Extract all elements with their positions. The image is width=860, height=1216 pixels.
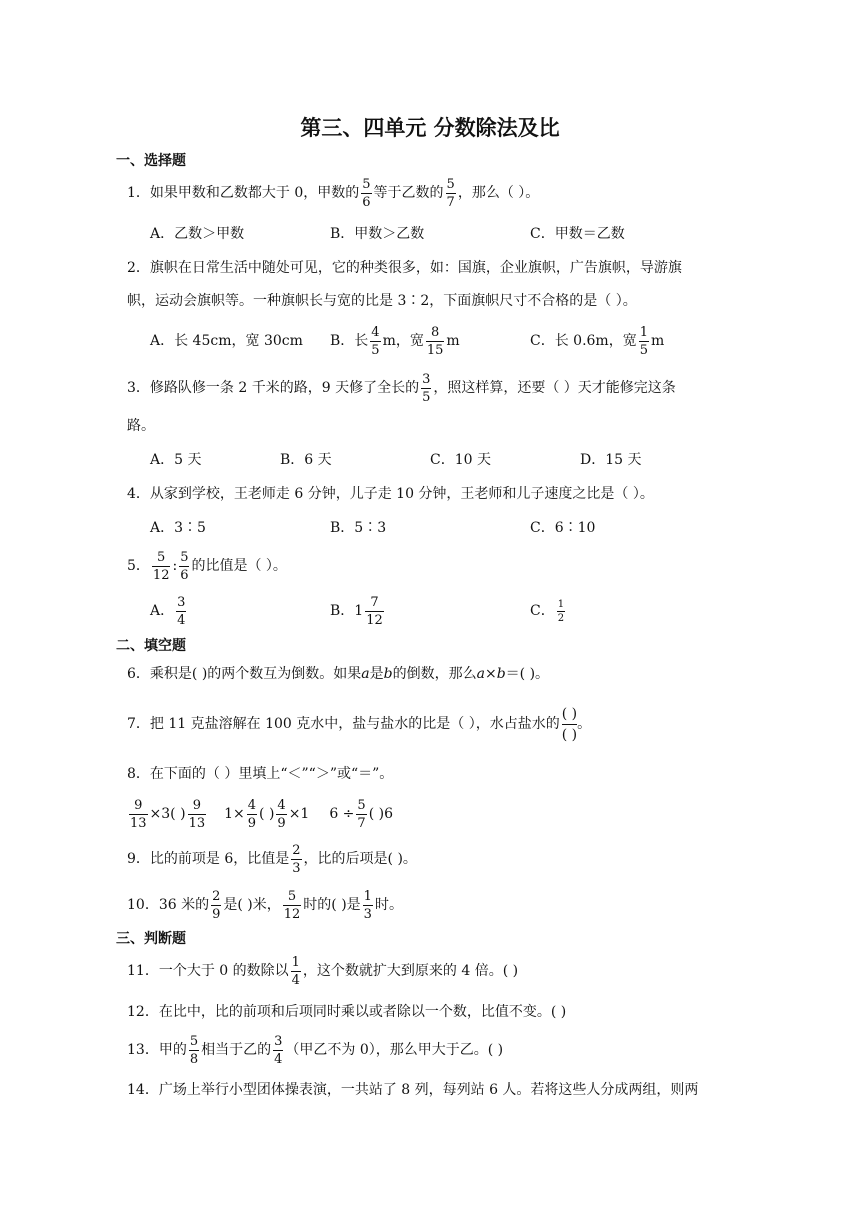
question-12: 12．在比中，比的前项和后项同时乘以或者除以一个数，比值不变。( ) <box>127 1004 567 1020</box>
fraction: $\frac{1}{5}$ <box>639 324 648 358</box>
fraction: $\frac{2}{9}$ <box>212 888 221 922</box>
question-5: 5． $\frac{5}{12}$ : $\frac{5}{6}$ 的比值是（ ）。 <box>127 549 287 583</box>
question-14: 14．广场上举行小型团体操表演，一共站了 8 列，每列站 6 人。若将这些人分成两组，则两 <box>127 1082 699 1098</box>
fraction: $\frac{5}{7}$ <box>446 176 455 210</box>
fraction: $\frac{9}{13}$ <box>130 797 147 831</box>
fraction: $\frac{1}{3}$ <box>363 888 372 922</box>
question-10: 10．36 米的 $\frac{2}{9}$ 是( )米， $\frac{5}{12}$ 时的( )是 $\frac{1}{3}$ 时。 <box>127 888 403 922</box>
fraction: $\frac{5}{6}$ <box>362 176 371 210</box>
question-2-line-1: 2．旗帜在日常生活中随处可见，它的种类很多，如：国旗，企业旗帜，广告旗帜，导游旗 <box>127 260 682 276</box>
question-1-text-a: 1．如果甲数和乙数都大于 0，甲数的 <box>127 185 360 201</box>
fraction-answer-blank[interactable]: $\frac{( )}{( )}$ <box>561 705 578 743</box>
q4-option-c: C．6∶10 <box>530 520 596 536</box>
q1-option-b: B．甲数＞乙数 <box>330 226 425 242</box>
fraction: $\frac{8}{15}$ <box>426 324 444 358</box>
q4-option-b: B．5∶3 <box>330 520 387 536</box>
question-6: 6．乘积是( )的两个数互为倒数。如果a是b的倒数，那么a×b＝( )。 <box>127 666 550 682</box>
section-heading-judge: 三、判断题 <box>116 931 186 947</box>
q2-option-a: A．长 45cm，宽 30cm <box>150 333 303 349</box>
question-3: 3．修路队修一条 2 千米的路，9 天修了全长的 $\frac{3}{5}$ ，照这样算，还要（ ）天才能修完这条 <box>127 371 676 405</box>
fraction: $\frac{5}{6}$ <box>180 549 189 583</box>
q8-expressions: $\frac{9}{13}$ ×3( ) $\frac{9}{13}$ 1× $\frac{4}{9}$ ( ) $\frac{4}{9}$ ×1 6 ÷ $\frac{5}{7}$ ( )6 <box>130 797 393 831</box>
fraction: $\frac{4}{9}$ <box>247 797 257 831</box>
question-8: 8．在下面的（ ）里填上“＜”“＞”或“＝”。 <box>127 766 394 782</box>
q3-option-b: B．6 天 <box>280 452 332 468</box>
fraction: $\frac{5}{7}$ <box>357 797 366 831</box>
q5-option-c: C． $\frac{1}{2}$ <box>530 598 565 624</box>
question-11: 11．一个大于 0 的数除以 $\frac{1}{4}$ ，这个数就扩大到原来的 4 倍。( ) <box>127 954 519 988</box>
q3-option-a: A．5 天 <box>150 452 202 468</box>
fraction: $\frac{4}{5}$ <box>371 324 380 358</box>
fraction: $\frac{3}{5}$ <box>422 371 431 405</box>
question-3-line-2: 路。 <box>127 418 155 434</box>
question-7: 7．把 11 克盐溶解在 100 克水中，盐与盐水的比是（ ），水占盐水的 $\frac{( )}{( )}$ 。 <box>127 705 592 743</box>
fraction: $\frac{3}{4}$ <box>177 594 186 628</box>
fraction: $\frac{5}{12}$ <box>152 549 170 583</box>
q2-option-c: C．长 0.6m，宽 $\frac{1}{5}$ m <box>530 324 665 358</box>
section-heading-choice: 一、选择题 <box>116 153 186 169</box>
fraction: $\frac{2}{3}$ <box>292 842 301 876</box>
page-title: 第三、四单元 分数除法及比 <box>300 116 560 140</box>
question-9: 9．比的前项是 6，比值是 $\frac{2}{3}$ ，比的后项是( )。 <box>127 842 417 876</box>
fraction: $\frac{4}{9}$ <box>277 797 286 831</box>
fraction: $\frac{3}{4}$ <box>274 1033 283 1067</box>
question-13: 13．甲的 $\frac{5}{8}$ 相当于乙的 $\frac{3}{4}$ （甲乙不为 0），那么甲大于乙。( ) <box>127 1033 504 1067</box>
fraction: $\frac{5}{12}$ <box>283 888 301 922</box>
fraction: $\frac{1}{2}$ <box>557 598 565 624</box>
question-1-text-b: 等于乙数的 <box>373 185 444 201</box>
q1-option-a: A．乙数＞甲数 <box>150 226 245 242</box>
fraction: $\frac{1}{4}$ <box>291 954 300 988</box>
fraction: $\frac{7}{12}$ <box>366 594 383 628</box>
fraction: $\frac{9}{13}$ <box>188 797 206 831</box>
q3-option-d: D．15 天 <box>580 452 642 468</box>
q5-option-b: B．1 $\frac{7}{12}$ <box>330 594 383 628</box>
q3-option-c: C．10 天 <box>430 452 491 468</box>
q5-option-a: A． $\frac{3}{4}$ <box>150 594 186 628</box>
question-4: 4．从家到学校，王老师走 6 分钟，儿子走 10 分钟，王老师和儿子速度之比是（ ）。 <box>127 486 654 502</box>
section-heading-fill: 二、填空题 <box>116 638 186 654</box>
q1-option-c: C．甲数＝乙数 <box>530 226 625 242</box>
question-2-line-2: 帜，运动会旗帜等。一种旗帜长与宽的比是 3∶2，下面旗帜尺寸不合格的是（ ）。 <box>127 293 637 309</box>
q4-option-a: A．3∶5 <box>150 520 206 536</box>
q2-option-b: B．长 $\frac{4}{5}$ m，宽 $\frac{8}{15}$ m <box>330 324 460 358</box>
question-1 <box>127 172 539 214</box>
fraction: $\frac{5}{8}$ <box>189 1033 199 1067</box>
question-1-text-c: ，那么（ ）。 <box>457 185 540 201</box>
